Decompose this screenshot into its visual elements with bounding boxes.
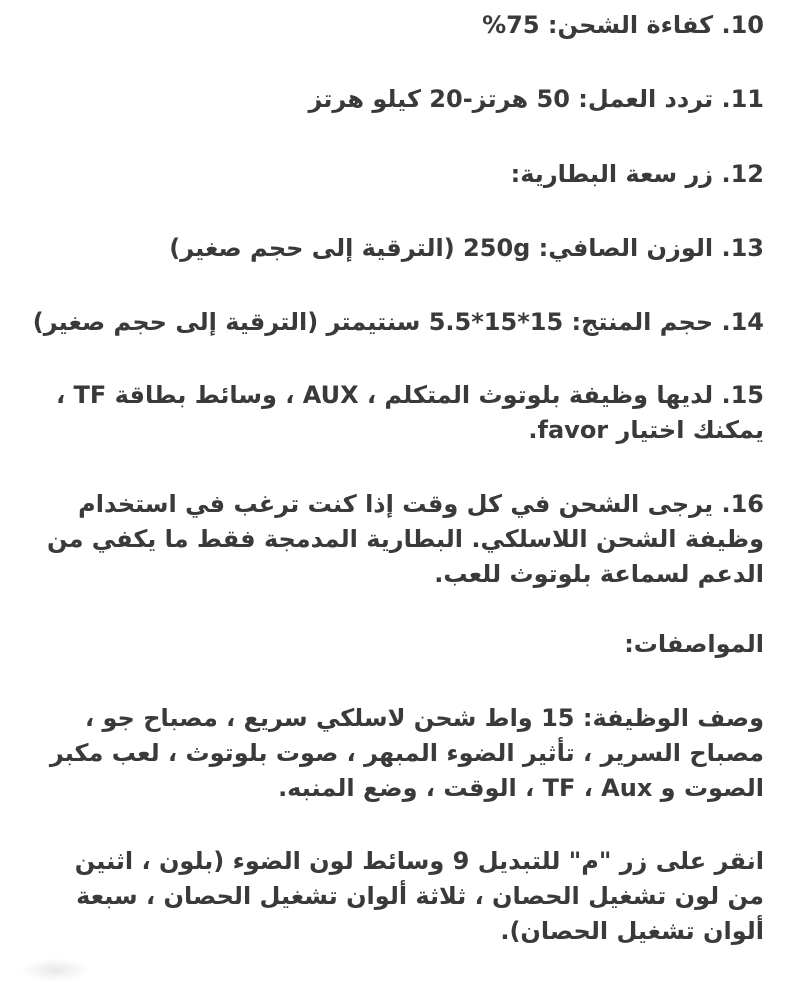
- item-13-net-weight: 13. الوزن الصافي: 250g (الترقية إلى حجم صغير): [169, 234, 764, 262]
- specifications-heading: المواصفات:: [624, 630, 764, 658]
- bottom-fade-decoration: [20, 958, 90, 982]
- item-15-bluetooth-aux-tf: 15. لديها وظيفة بلوتوث المتكلم ، AUX ، وسائط بطاقة TF ، يمكنك اختيار favor.: [56, 381, 764, 444]
- item-10-charging-efficiency: 10. كفاءة الشحن: 75%: [482, 11, 764, 39]
- function-description: وصف الوظيفة: 15 واط شحن لاسلكي سريع ، مصباح جو ، مصباح السرير ، تأثير الضوء المبهر ، صوت بلوتوث ، لعب مكبر الصوت و TF ، Aux ، الوقت ، وضع المنبه.: [49, 704, 764, 802]
- item-12-battery-capacity-button: 12. زر سعة البطارية:: [510, 160, 764, 188]
- item-11-operating-frequency: 11. تردد العمل: 50 هرتز-20 كيلو هرتز: [308, 85, 764, 113]
- light-modes-description: انقر على زر "م" للتبديل 9 وسائط لون الضوء (بلون ، اثنين من لون تشغيل الحصان ، ثلاثة ألوان تشغيل الحصان ، سبعة ألوان تشغيل الحصان).: [74, 847, 764, 945]
- item-14-product-size: 14. حجم المنتج: 15*15*5.5 سنتيمتر (الترقية إلى حجم صغير): [32, 308, 764, 336]
- item-16-charging-note: 16. يرجى الشحن في كل وقت إذا كنت ترغب في استخدام وظيفة الشحن اللاسلكي. البطارية المدمجة فقط ما يكفي من الدعم لسماعة بلوتوث للعب.: [46, 490, 764, 588]
